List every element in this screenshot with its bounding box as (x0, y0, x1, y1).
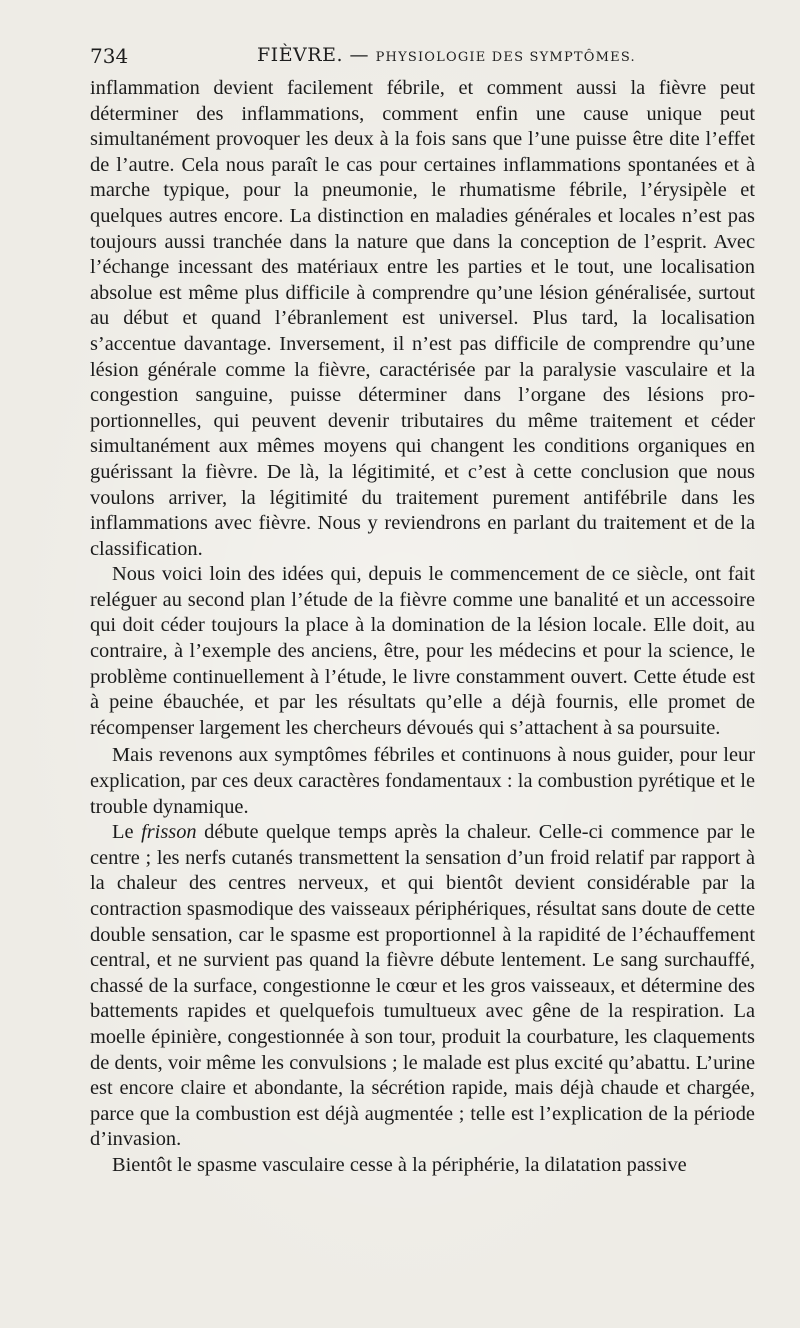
paragraph-4 (90, 820, 755, 1153)
paragraph-4-lead: Le (112, 821, 142, 844)
running-head-subtitle: PHYSIOLOGIE DES SYMPTÔMES. (375, 50, 636, 65)
paragraph-3: Mais revenons aux symptômes fébriles et continuons à nous guider, pour leur explication, par ces deux caractères fondamentaux : la combustion pyrétique et le trouble dynamique. (90, 744, 755, 818)
paragraph-5: Bientôt le spasme vasculaire cesse à la périphérie, la dilatation passive (112, 1153, 687, 1176)
page-number: 734 (90, 44, 129, 68)
paragraph-4-text: débute quelque temps après la chaleur. Celle-ci commence par le centre ; les nerfs cutanés transmettent la sensation d’un froid relatif par rapport à la chaleur des centres nerveux, et qui bientôt devient considérable par la contraction spasmodique des vaisseaux périphériques, résultat sans doute de cette double sensation, car le spasme est proportionnel à la rapidité de l’échauffement central, et ne survient pas quand la fièvre débute lentement. Le sang surchauffé, chassé de la surface, congestionne le cœur et les gros vaisseaux, et détermine des battements rapides et quelquefois tumultueux avec gêne de la respiration. La moelle épinière, congestionnée à son tour, produit la courbature, les claquements de dents, voir même les convulsions ; le malade est plus excité qu’abattu. L’urine est encore claire et abondante, la sécrétion rapide, mais déjà chaude et chargée, parce que la combustion est déjà augmentée ; telle est l’explication de la période d’invasion. (90, 821, 756, 1151)
body-text (90, 76, 755, 1179)
paragraph-2: Nous voici loin des idées qui, depuis le commencement de ce siècle, ont fait reléguer au second plan l’étude de la fièvre comme une banalité et un accessoire qui doit céder toujours la place à la domination de la lésion locale. Elle doit, au contraire, à l’exemple des anciens, être, pour les médecins et pour la science, le problème continuellement à l’étude, le livre constamment ouvert. Cette étude est à peine ébauchée, et par les résultats qu’elle a déjà fournis, elle promet de récompenser largement les chercheurs dévoués qui s’attachent à sa poursuite. (90, 563, 755, 739)
running-head-separator: — (349, 44, 370, 66)
page-header (90, 40, 755, 74)
paragraph-4-emphasis: frisson (141, 821, 197, 844)
running-head-title: FIÈVRE. (257, 44, 343, 66)
running-head (257, 44, 636, 66)
paragraph-1: inflammation devient facilement fébrile, et comment aussi la fièvre peut déterminer des inflammations, comment enfin une cause unique peut simultanément provoquer les deux à la fois sans que l’une puisse être dite l’effet de l’autre. Cela nous paraît le cas pour certaines inflammations spontanées et à marche typique, pour la pneumonie, le rhumatisme fébrile, l’érysipèle et quelques autres encore. La distinction en maladies générales et locales n’est pas toujours aussi tranchée dans la nature que dans la conception de l’esprit. Avec l’échange incessant des matériaux entre les parties et le tout, une localisation absolue est même plus difficile à comprendre qu’une lésion généralisée, surtout au début et quand l’ébranlement est universel. Plus tard, la localisation s’accentue davantage. Inversement, il n’est pas difficile de comprendre qu’une lésion générale comme la fièvre, caractérisée par la paralysie vasculaire et la congestion sanguine, puisse déterminer dans l’organe des lésions proportionnelles, qui peuvent devenir tributaires du même traitement et céder simultanément aux mêmes moyens qui changent les conditions organiques en guérissant la fièvre. De là, la légitimité, et c’est à cette conclusion que nous voulons arriver, la légitimité du traitement purement antifébrile dans les inflammations avec fièvre. Nous y reviendrons en parlant du traitement et de la classification. (90, 77, 755, 560)
